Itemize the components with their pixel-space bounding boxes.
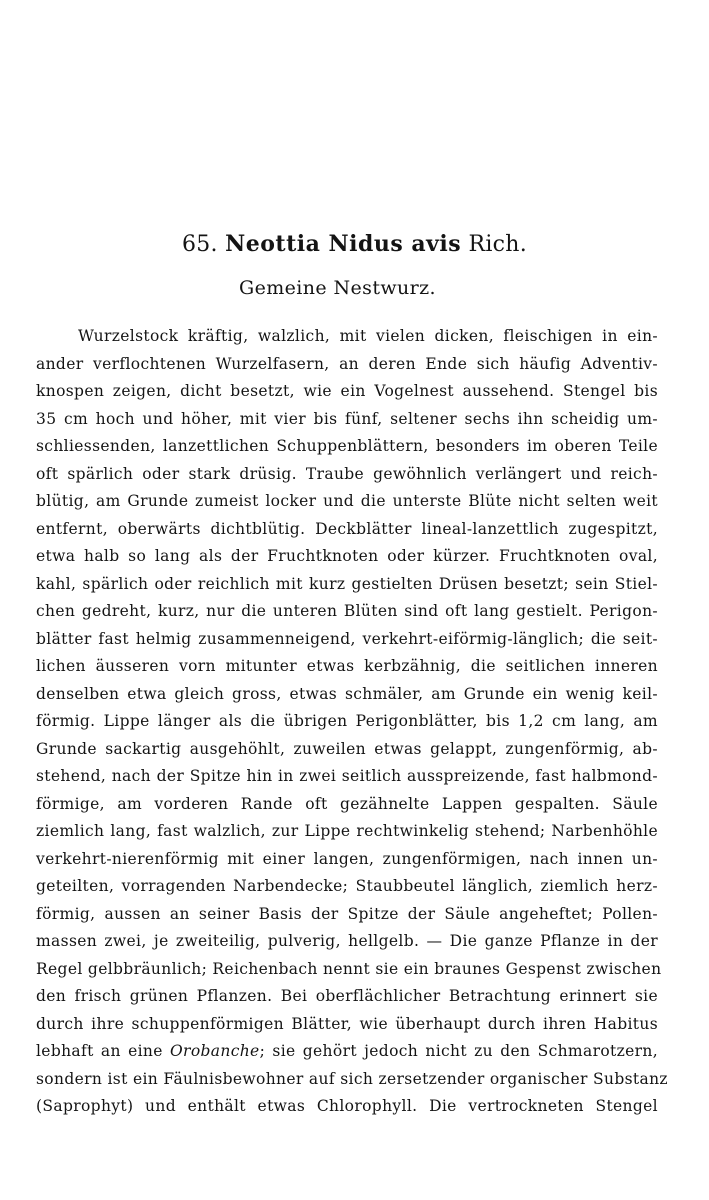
text-fragment: lebhaft an eine — [36, 1042, 170, 1060]
text-fragment: ; sie gehört jedoch nicht zu den Schmarotzern, — [259, 1042, 659, 1060]
common-name: Gemeine Nestwurz. — [239, 277, 436, 299]
text-line: blätter fast helmig zusammenneigend, verkehrt-eiförmig-länglich; die seit- — [36, 629, 658, 648]
text-line: (Saprophyt) und enthält etwas Chlorophyll. Die vertrockneten Stengel — [36, 1097, 658, 1115]
text-line: durch ihre schuppenförmigen Blätter, wie überhaupt durch ihren Habitus — [36, 1014, 658, 1033]
text-line: förmig, aussen an seiner Basis der Spitze der Säule angeheftet; Pollen- — [36, 904, 658, 923]
text-line: chen gedreht, kurz, nur die unteren Blüten sind oft lang gestielt. Perigon- — [36, 602, 658, 620]
text-line: den frisch grünen Pflanzen. Bei oberflächlicher Betrachtung erinnert sie — [36, 987, 658, 1005]
text-line: denselben etwa gleich gross, etwas schmäler, am Grunde ein wenig keil- — [36, 684, 658, 703]
text-line: stehend, nach der Spitze hin in zwei seitlich ausspreizende, fast halbmond- — [36, 767, 658, 785]
description-paragraph — [36, 323, 668, 1121]
text-line: oft spärlich oder stark drüsig. Traube gewöhnlich verlängert und reich- — [36, 464, 658, 483]
text-line: massen zwei, je zweiteilig, pulverig, hellgelb. — Die ganze Pflanze in der — [36, 932, 658, 950]
text-line: 35 cm hoch und höher, mit vier bis fünf, seltener sechs ihn scheidig um- — [36, 409, 658, 428]
text-line: sondern ist ein Fäulnisbewohner auf sich zersetzender organischer Substanz — [36, 1069, 668, 1088]
text-line: knospen zeigen, dicht besetzt, wie ein Vogelnest aussehend. Stengel bis — [36, 382, 658, 400]
text-line: förmig. Lippe länger als die übrigen Perigonblätter, bis 1,2 cm lang, am — [36, 712, 658, 730]
text-line: förmige, am vorderen Rande oft gezähnelte Lappen gespalten. Säule — [36, 794, 658, 813]
text-line: Grunde sackartig ausgehöhlt, zuweilen etwas gelappt, zungenförmig, ab- — [36, 739, 658, 758]
text-line: blütig, am Grunde zumeist locker und die unterste Blüte nicht selten weit — [36, 492, 658, 510]
species-name: Neottia Nidus avis — [225, 231, 462, 257]
text-line: geteilten, vorragenden Narbendecke; Staubbeutel länglich, ziemlich herz- — [36, 877, 658, 895]
species-number: 65. — [181, 232, 218, 257]
text-line: entfernt, oberwärts dichtblütig. Deckblätter lineal-lanzettlich zugespitzt, — [36, 519, 658, 538]
italic-genus-name: Orobanche — [170, 1042, 260, 1060]
text-line: etwa halb so lang als der Fruchtknoten oder kürzer. Fruchtknoten oval, — [36, 547, 658, 565]
text-line: ziemlich lang, fast walzlich, zur Lippe rechtwinkelig stehend; Narbenhöhle — [36, 822, 658, 840]
species-author: Rich. — [468, 232, 528, 257]
text-line-orobanche — [36, 1038, 658, 1066]
text-line: verkehrt-nierenförmig mit einer langen, zungenförmigen, nach innen un- — [36, 849, 658, 868]
text-line: schliessenden, lanzettlichen Schuppenblättern, besonders im oberen Teile — [36, 437, 658, 455]
text-line: ander verflochtenen Wurzelfasern, an deren Ende sich häufig Adventiv- — [36, 354, 658, 373]
text-line: Regel gelbbräunlich; Reichenbach nennt sie ein braunes Gespenst zwischen — [36, 959, 662, 978]
text-line: kahl, spärlich oder reichlich mit kurz gestielten Drüsen besetzt; sein Stiel- — [36, 574, 658, 593]
species-heading — [0, 230, 709, 259]
text-line: Wurzelstock kräftig, walzlich, mit vielen dicken, fleischigen in ein- — [78, 327, 658, 345]
text-line: lichen äusseren vorn mitunter etwas kerbzähnig, die seitlichen inneren — [36, 657, 658, 675]
